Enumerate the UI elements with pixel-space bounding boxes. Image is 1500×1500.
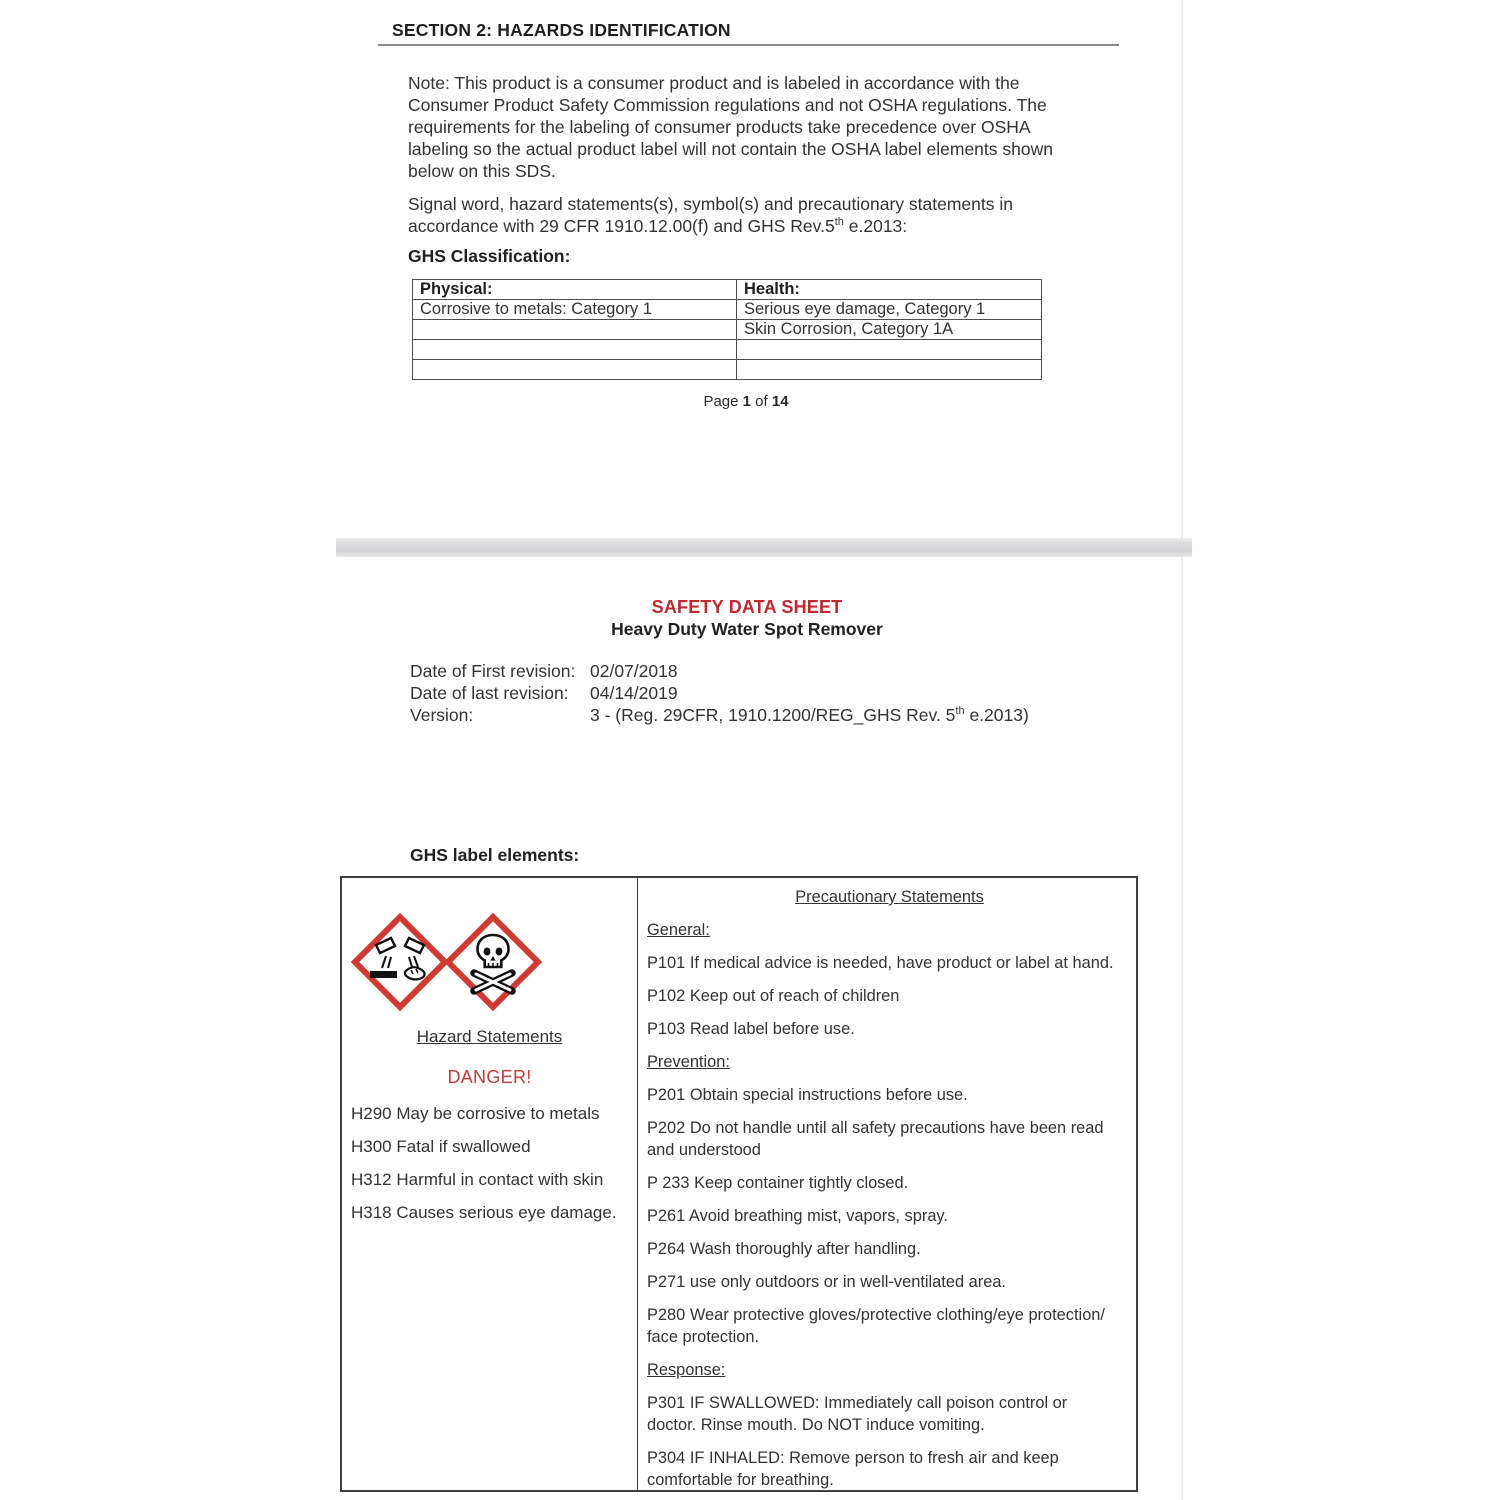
- page-number: Page 1 of 14: [703, 393, 789, 410]
- hazard-statement: H300 Fatal if swallowed: [351, 1137, 531, 1156]
- precautionary-statements-heading: Precautionary Statements: [795, 888, 984, 906]
- table-row: [413, 360, 1042, 380]
- ghs-classification-heading: GHS Classification:: [408, 246, 571, 266]
- health-cell: Skin Corrosion, Category 1A: [737, 320, 1042, 340]
- superscript-th: th: [834, 216, 844, 229]
- revision-info: [410, 660, 1029, 726]
- page-separator: [336, 538, 1192, 557]
- signal-line: Signal word, hazard statements(s), symbol(s) and precautionary statements in: [408, 194, 1013, 214]
- version-value: 3 - (Reg. 29CFR, 1910.1200/REG_GHS Rev. 5th e.2013): [590, 705, 1029, 725]
- product-name: Heavy Duty Water Spot Remover: [611, 619, 883, 639]
- page-right-edge: [1181, 0, 1183, 1500]
- physical-cell: [413, 320, 737, 340]
- group-label-response: Response:: [647, 1361, 726, 1379]
- precautionary-statement: P261 Avoid breathing mist, vapors, spray.: [647, 1207, 948, 1225]
- consumer-note-paragraph: [408, 72, 1053, 182]
- signal-word-danger: DANGER!: [447, 1067, 532, 1087]
- hazard-statement: H290 May be corrosive to metals: [351, 1104, 600, 1123]
- hazard-statements-list: [351, 1103, 637, 1224]
- revision-label: Date of First revision:: [410, 661, 576, 681]
- skull-crossbones-icon: [443, 912, 543, 1012]
- precautionary-statement: P264 Wash thoroughly after handling.: [647, 1240, 921, 1258]
- physical-cell: Corrosive to metals: Category 1: [413, 300, 737, 320]
- note-line: Note: This product is a consumer product and is labeled in accordance with the: [408, 73, 1020, 93]
- precautionary-statement: P301 IF SWALLOWED: Immediately call poison control or doctor. Rinse mouth. Do NOT induce vomiting.: [647, 1394, 1068, 1434]
- precautionary-statement: P304 IF INHALED: Remove person to fresh air and keep comfortable for breathing.: [647, 1449, 1059, 1489]
- version-row: [410, 704, 1029, 726]
- signal-line: accordance with 29 CFR 1910.12.00(f) and GHS Rev.5th e.2013:: [408, 216, 908, 236]
- ghs-classification-table: [412, 279, 1042, 380]
- physical-header-cell: Physical:: [413, 280, 737, 300]
- note-line: labeling so the actual product label will not contain the OSHA label elements shown: [408, 139, 1053, 159]
- superscript-th: th: [955, 705, 965, 718]
- table-row: [413, 300, 1042, 320]
- precautionary-statement: P201 Obtain special instructions before use.: [647, 1086, 968, 1104]
- precautionary-statement: P 233 Keep container tightly closed.: [647, 1174, 909, 1192]
- group-label-general: General:: [647, 921, 710, 939]
- hazard-statement: H318 Causes serious eye damage.: [351, 1203, 617, 1222]
- hazard-statements-cell: [342, 878, 638, 1490]
- signal-word-paragraph: [408, 193, 1013, 237]
- hazard-statements-heading: Hazard Statements: [416, 1027, 563, 1046]
- table-header-row: [413, 280, 1042, 300]
- hazard-statement: H312 Harmful in contact with skin: [351, 1170, 604, 1189]
- health-cell: [737, 340, 1042, 360]
- corrosion-pictogram-icon: [350, 912, 450, 1012]
- health-header-cell: Health:: [737, 280, 1042, 300]
- physical-cell: [413, 360, 737, 380]
- health-cell: [737, 360, 1042, 380]
- table-row: [413, 320, 1042, 340]
- ghs-label-elements-heading: GHS label elements:: [410, 845, 580, 865]
- ghs-pictograms: [350, 912, 637, 1012]
- ghs-label-elements-table: [340, 876, 1138, 1492]
- precautionary-statement: P103 Read label before use.: [647, 1020, 855, 1038]
- group-label-prevention: Prevention:: [647, 1053, 730, 1071]
- precautionary-statements-cell: [638, 878, 1136, 1490]
- precautionary-statement: P280 Wear protective gloves/protective clothing/eye protection/ face protection.: [647, 1306, 1105, 1346]
- revision-row: [410, 682, 1029, 704]
- note-line: requirements for the labeling of consumer products take precedence over OSHA: [408, 117, 1031, 137]
- precautionary-statement: P271 use only outdoors or in well-ventilated area.: [647, 1273, 1006, 1291]
- section-heading: SECTION 2: HAZARDS IDENTIFICATION: [378, 20, 1119, 46]
- health-cell: Serious eye damage, Category 1: [737, 300, 1042, 320]
- physical-cell: [413, 340, 737, 360]
- revision-label: Date of last revision:: [410, 683, 569, 703]
- note-line: below on this SDS.: [408, 161, 556, 181]
- table-row: [413, 340, 1042, 360]
- precautionary-statement: P202 Do not handle until all safety precautions have been read and understood: [647, 1119, 1104, 1159]
- revision-row: [410, 660, 1029, 682]
- note-line: Consumer Product Safety Commission regulations and not OSHA regulations. The: [408, 95, 1047, 115]
- version-label: Version:: [410, 705, 474, 725]
- revision-value: 02/07/2018: [590, 661, 678, 681]
- revision-value: 04/14/2019: [590, 683, 678, 703]
- document-title: SAFETY DATA SHEET: [651, 597, 843, 617]
- precautionary-statement: P102 Keep out of reach of children: [647, 987, 900, 1005]
- precautionary-statement: P101 If medical advice is needed, have product or label at hand.: [647, 954, 1114, 972]
